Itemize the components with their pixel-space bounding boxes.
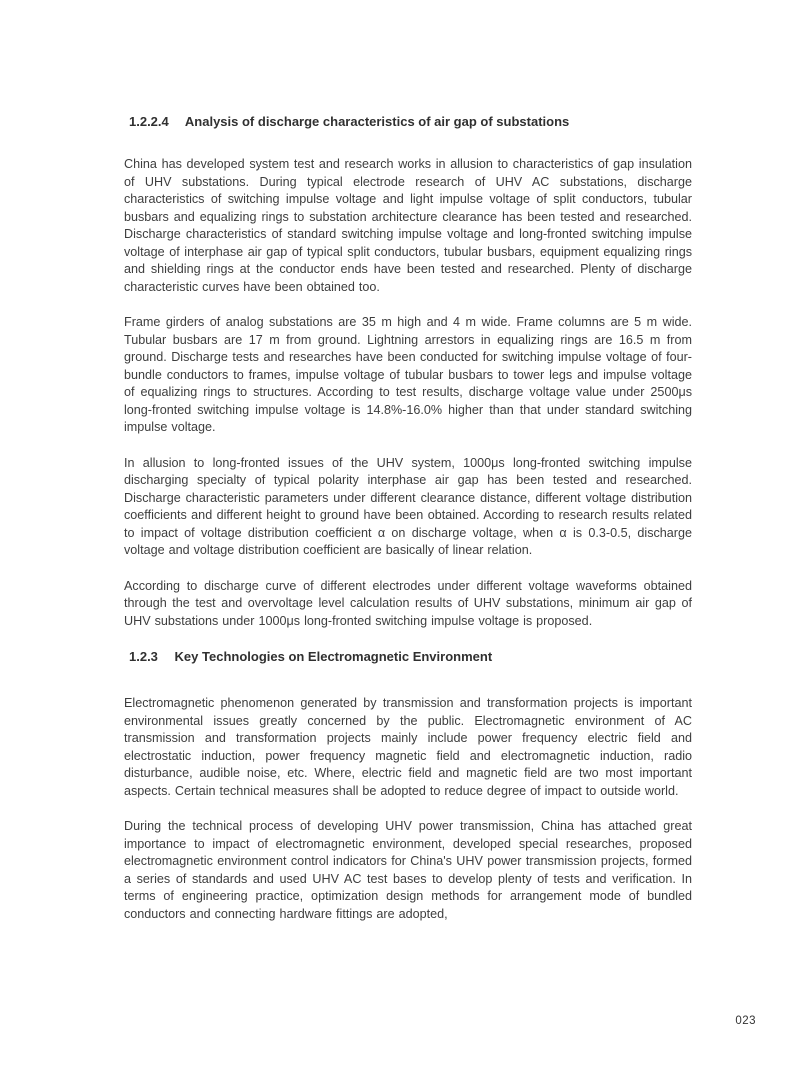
- section-title: Key Technologies on Electromagnetic Environment: [174, 649, 493, 664]
- section-number: 1.2.2.4: [129, 114, 169, 129]
- paragraph: Electromagnetic phenomenon generated by transmission and transformation projects is important environmental issues greatly concerned by the public. Electromagnetic environment of AC transmission and transformation projects mainly include power frequency electric field and electrostatic induction, power frequency magnetic field and electromagnetic induction, radio disturbance, audible noise, etc. Where, electric field and magnetic field are two most important aspects. Certain technical measures shall be adopted to reduce degree of impact to outside world.: [124, 696, 692, 798]
- section-title: Analysis of discharge characteristics of air gap of substations: [184, 114, 570, 129]
- section-number: 1.2.3: [129, 649, 158, 664]
- page-number: 023: [735, 1015, 756, 1027]
- paragraph: China has developed system test and research works in allusion to characteristics of gap insulation of UHV substations. During typical electrode research of UHV AC substations, discharge characteristics of switching impulse voltage and light impulse voltage of split conductors, tubular busbars and equalizing rings to substation architecture clearance has been tested and researched. Discharge characteristics of standard switching impulse voltage and long-fronted switching impulse voltage of interphase air gap of typical split conductors, tubular busbars, equipment equalizing rings and shielding rings at the conductor ends have been tested and researched. Plenty of discharge characteristic curves have been obtained too.: [124, 157, 692, 294]
- text-column: [124, 113, 692, 941]
- paragraph: Frame girders of analog substations are 35 m high and 4 m wide. Frame columns are 5 m wide. Tubular busbars are 17 m from ground. Lightning arrestors in equalizing rings are 16.5 m from ground. Discharge tests and researches have been conducted for switching impulse voltage of four-bundle conductors to frames, impulse voltage of tubular busbars to tower legs and impulse voltage of equalizing rings to structures. According to test results, discharge voltage value under 2500μs long-fronted switching impulse voltage is 14.8%-16.0% higher than that under standard switching impulse voltage.: [124, 315, 692, 434]
- section-heading-1-2-3: [124, 648, 692, 665]
- section-heading-1-2-2-4: [124, 113, 692, 130]
- paragraph: According to discharge curve of different electrodes under different voltage waveforms obtained through the test and overvoltage level calculation results of UHV substations, minimum air gap of UHV substations under 1000μs long-fronted switching impulse voltage is proposed.: [124, 578, 692, 628]
- paragraph: During the technical process of developing UHV power transmission, China has attached great importance to impact of electromagnetic environment, developed special researches, proposed electromagnetic environment control indicators for China's UHV power transmission projects, formed a series of standards and used UHV AC test bases to develop plenty of tests and verification. In terms of engineering practice, optimization design methods for arrangement mode of bundled conductors and connecting hardware fittings are adopted,: [124, 819, 692, 921]
- paragraph: In allusion to long-fronted issues of the UHV system, 1000μs long-fronted switching impulse discharging specialty of typical polarity interphase air gap has been tested and researched. Discharge characteristic parameters under different clearance distance, different voltage distribution coefficients and different height to ground have been obtained. According to research results related to impact of voltage distribution coefficient α on discharge voltage, when α is 0.3-0.5, discharge voltage and voltage distribution coefficient are basically of linear relation.: [124, 455, 692, 557]
